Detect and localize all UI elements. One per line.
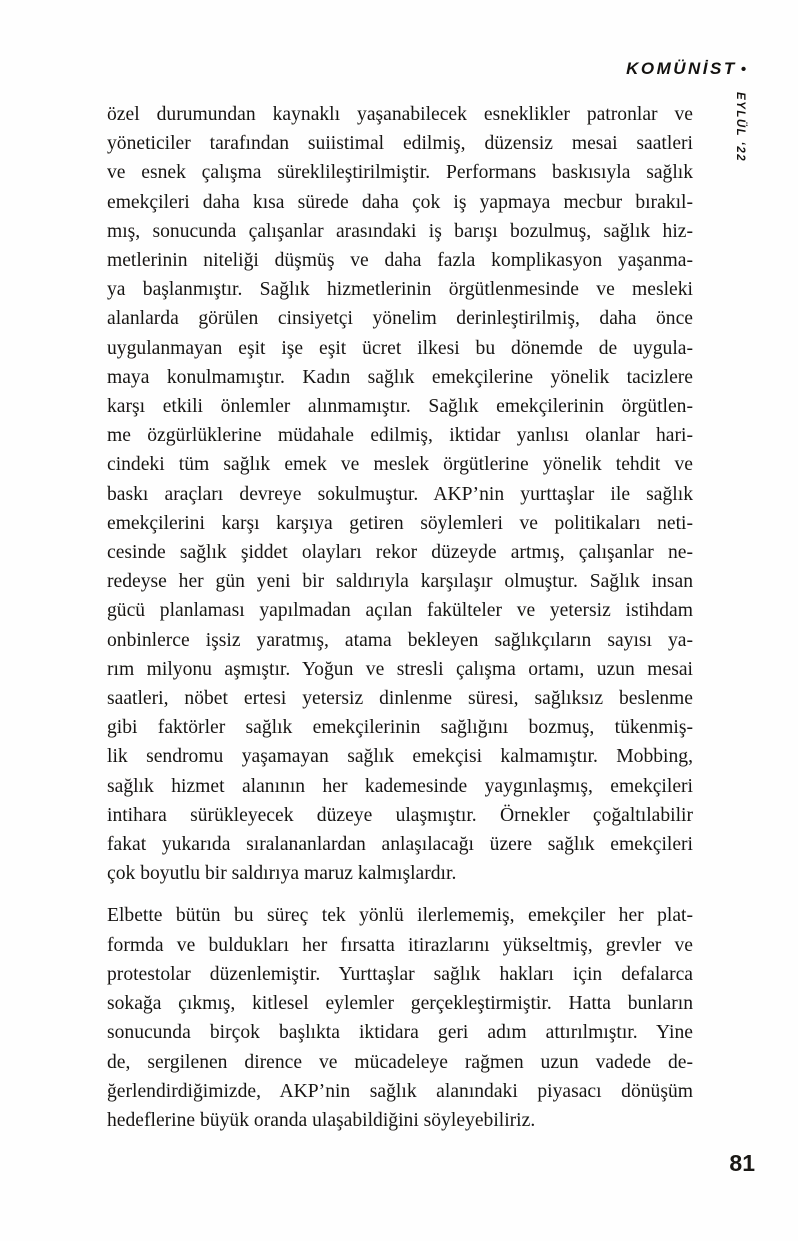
text-line: alanlarda görülen cinsiyetçi yönelim derinleştirilmiş, daha önce: [107, 308, 693, 330]
text-line: baskı araçları devreye sokulmuştur. AKP’nin yurttaşlar ile sağlık: [107, 483, 693, 505]
text-line: rım milyonu aşmıştır. Yoğun ve stresli çalışma ortamı, uzun mesai: [107, 658, 693, 680]
page-number: 81: [729, 1150, 755, 1176]
text-line: de, sergilenen dirence ve mücadeleye rağmen uzun vadede de-: [107, 1051, 693, 1073]
text-line: sokağa çıkmış, kitlesel eylemler gerçekleştirmiştir. Hatta bunların: [107, 993, 693, 1015]
text-line: emekçilerini karşı karşıya getiren söylemleri ve politikaları neti-: [107, 512, 693, 534]
text-line: gibi faktörler sağlık emekçilerinin sağlığını bozmuş, tükenmiş-: [107, 717, 693, 739]
masthead-bullet: •: [740, 61, 746, 78]
body-text: [107, 100, 693, 1135]
magazine-masthead: [626, 59, 746, 79]
text-line: çok boyutlu bir saldırıya maruz kalmışlardır.: [107, 863, 457, 885]
paragraph: [107, 100, 693, 888]
text-line: metlerinin niteliği düşmüş ve daha fazla komplikasyon yaşanma-: [107, 250, 693, 272]
text-line: Elbette bütün bu süreç tek yönlü ilerlememiş, emekçiler her plat-: [107, 905, 693, 927]
text-line: fakat yukarıda sıralananlardan anlaşılacağı üzere sağlık emekçileri: [107, 834, 693, 856]
text-line: ya başlanmıştır. Sağlık hizmetlerinin örgütlenmesinde ve mesleki: [107, 279, 693, 301]
text-line: cesinde sağlık şiddet olayları rekor düzeyde artmış, çalışanlar ne-: [107, 542, 693, 564]
text-line: redeyse her gün yeni bir saldırıyla karşılaşır olmuştur. Sağlık insan: [107, 571, 693, 593]
paragraph: [107, 901, 693, 1135]
text-line: saatleri, nöbet ertesi yetersiz dinlenme süresi, sağlıksız beslenme: [107, 688, 693, 710]
text-line: me özgürlüklerine müdahale edilmiş, iktidar yanlısı olanlar hari-: [107, 425, 693, 447]
text-line: onbinlerce işsiz yaratmış, atama bekleyen sağlıkçıların sayısı ya-: [107, 629, 693, 651]
text-line: ve esnek çalışma süreklileştirilmiştir. Performans baskısıyla sağlık: [107, 162, 693, 184]
text-line: uygulanmayan eşit işe eşit ücret ilkesi bu dönemde de uygula-: [107, 337, 693, 359]
text-line: protestolar düzenlemiştir. Yurttaşlar sağlık hakları için defalarca: [107, 963, 693, 985]
text-line: sağlık hizmet alanının her kademesinde yaygınlaşmış, emekçileri: [107, 775, 693, 797]
text-line: ğerlendirdiğimizde, AKP’nin sağlık alanındaki piyasacı dönüşüm: [107, 1080, 693, 1102]
text-line: lik sendromu yaşamayan sağlık emekçisi kalmamıştır. Mobbing,: [107, 746, 693, 768]
text-line: yöneticiler tarafından suiistimal edilmiş, düzensiz mesai saatleri: [107, 133, 693, 155]
text-line: cindeki tüm sağlık emek ve meslek örgütlerine yönelik tehdit ve: [107, 454, 693, 476]
text-line: özel durumundan kaynaklı yaşanabilecek esneklikler patronlar ve: [107, 104, 693, 125]
magazine-title: KOMÜNİST: [626, 59, 737, 78]
issue-label-vertical: EYLÜL ‘22: [734, 92, 746, 163]
text-line: formda ve buldukları her fırsatta itirazlarını yükseltmiş, grevler ve: [107, 934, 693, 956]
text-line: hedeflerine büyük oranda ulaşabildiğini söyleyebiliriz.: [107, 1109, 536, 1131]
text-line: mış, sonucunda çalışanlar arasındaki iş barışı bozulmuş, sağlık hiz-: [107, 220, 693, 242]
text-line: maya konulmamıştır. Kadın sağlık emekçilerine yönelik tacizlere: [107, 366, 693, 388]
text-line: gücü planlaması yapılmadan açılan fakülteler ve yetersiz istihdam: [107, 600, 693, 622]
text-line: karşı etkili önlemler alınmamıştır. Sağlık emekçilerinin örgütlen-: [107, 396, 693, 418]
text-line: sonucunda birçok başlıkta iktidara geri adım attırılmıştır. Yine: [107, 1022, 693, 1044]
text-line: intihara sürükleyecek düzeye ulaşmıştır. Örnekler çoğaltılabilir: [107, 804, 693, 826]
text-line: emekçileri daha kısa sürede daha çok iş yapmaya mecbur bırakıl-: [107, 191, 693, 213]
